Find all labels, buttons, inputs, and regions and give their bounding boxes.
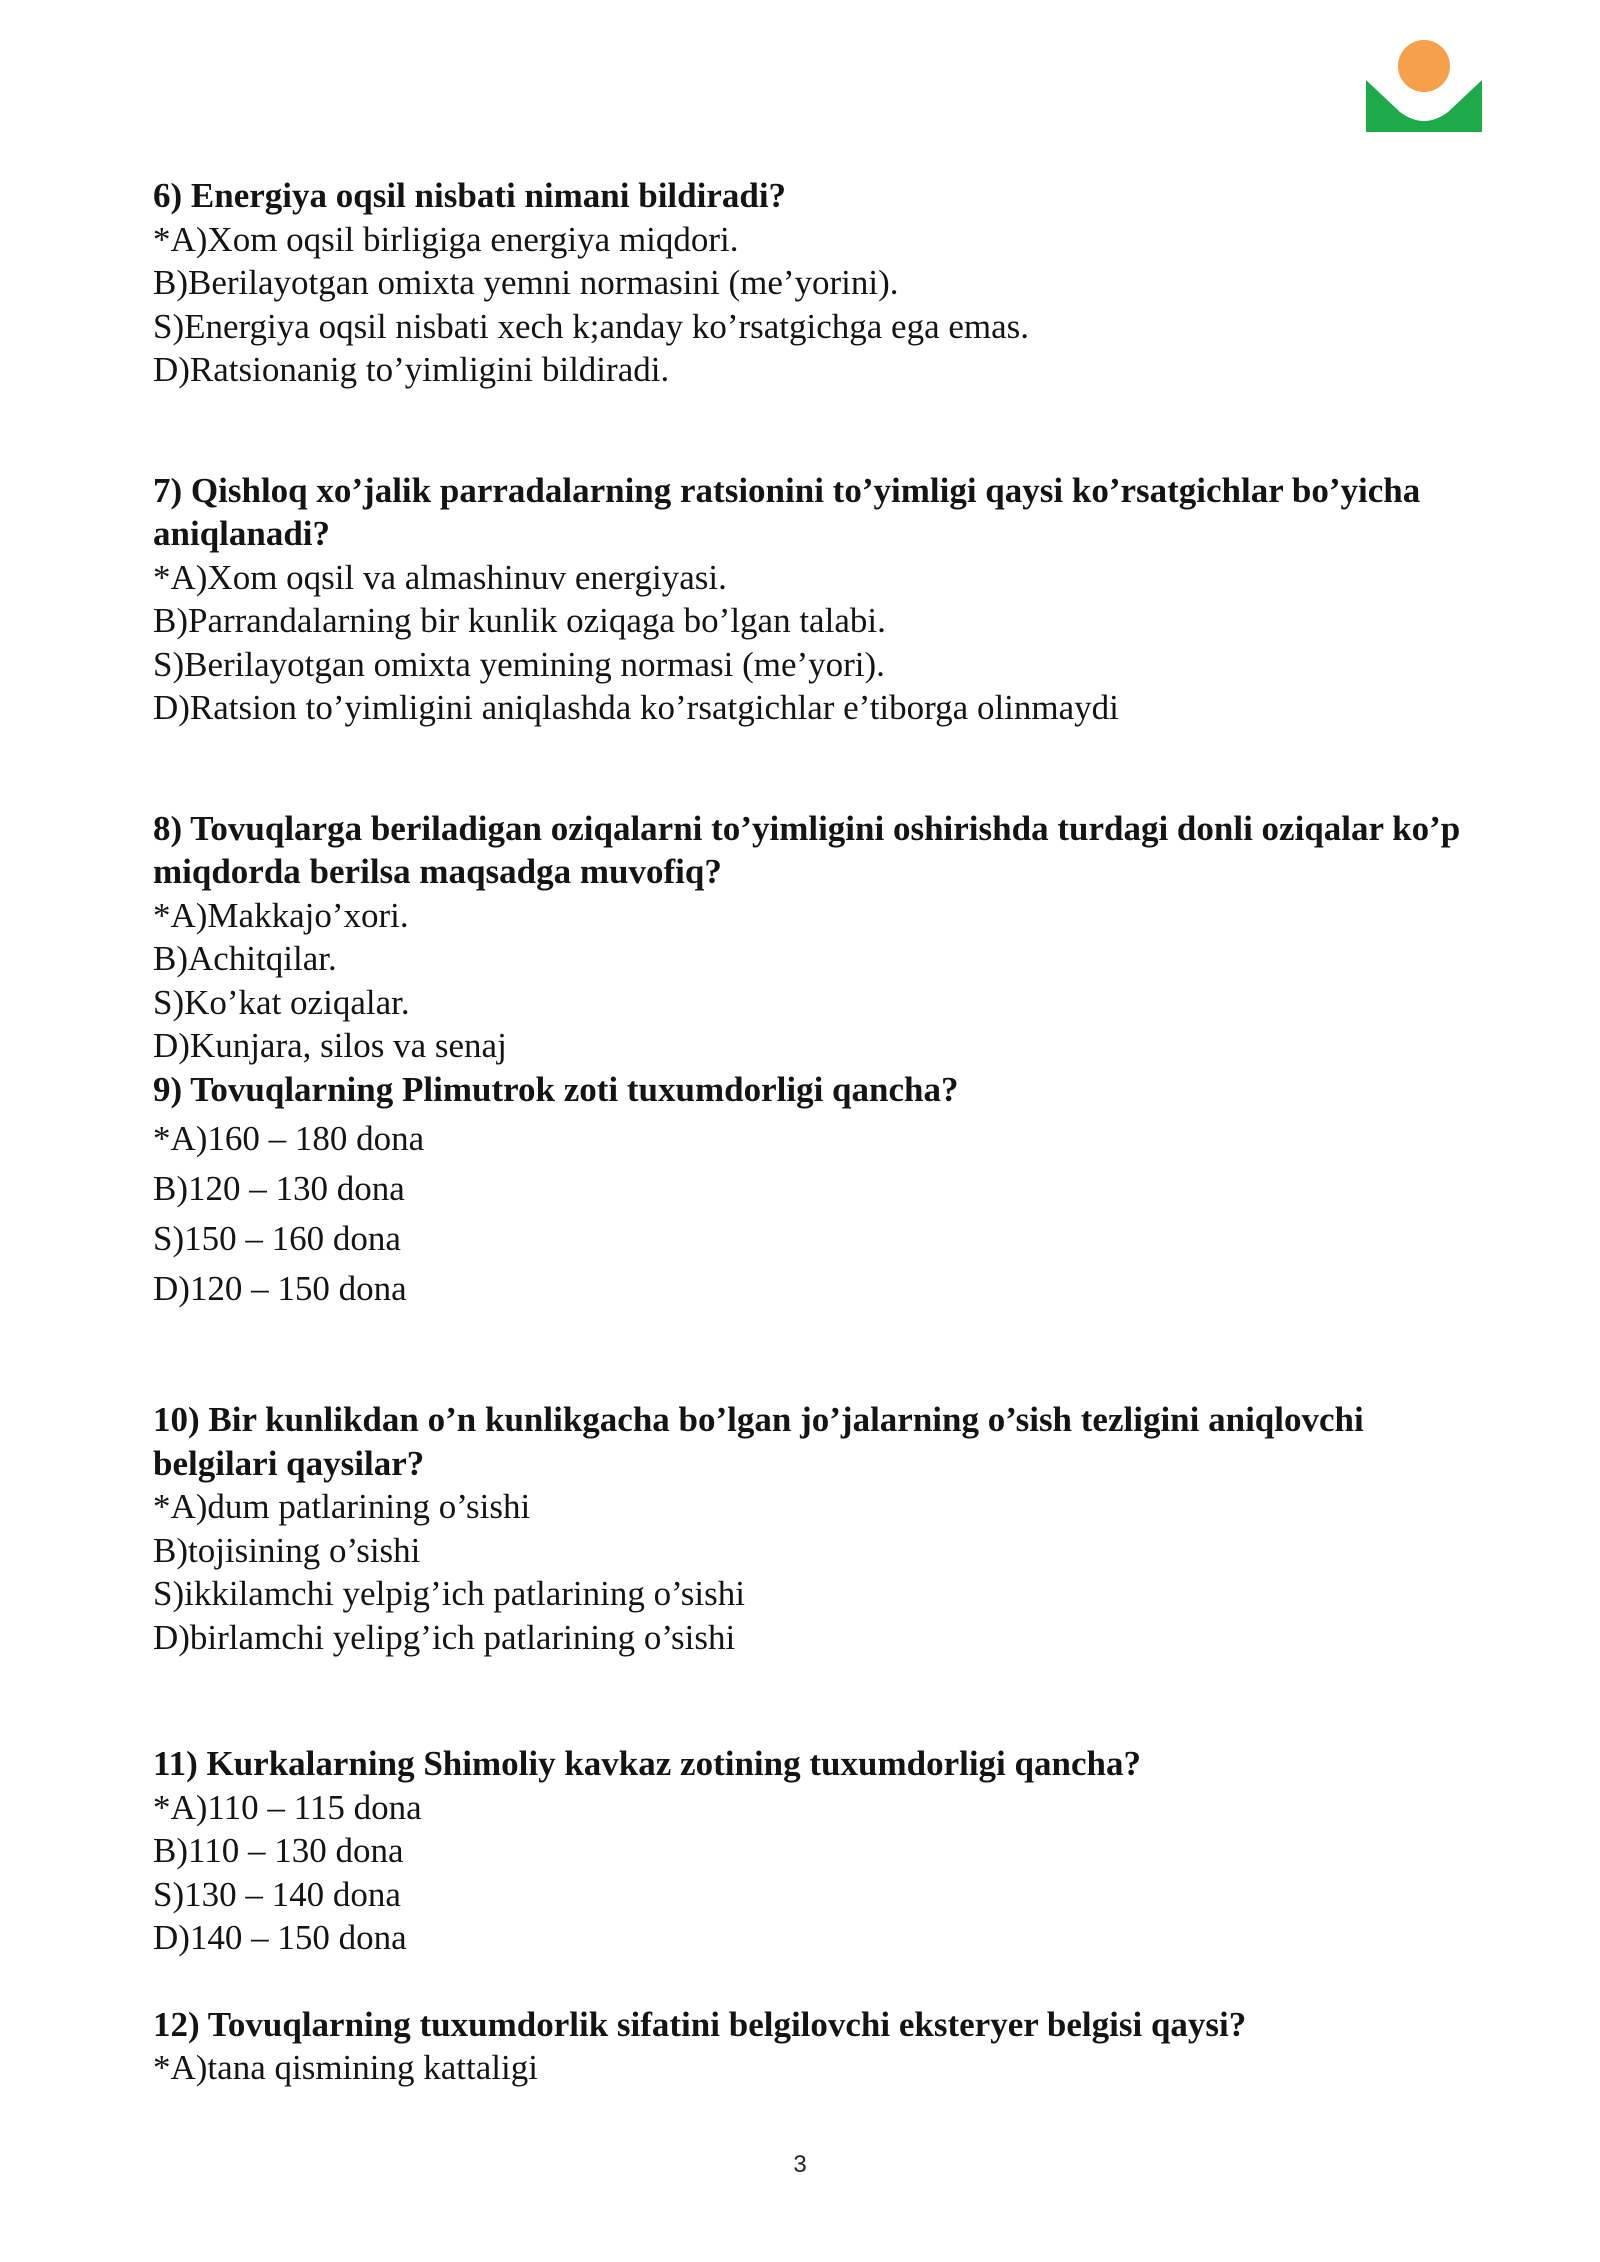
question-title: 8) Tovuqlarga beriladigan oziqalarni to’yimligini oshirishda turdagi donli oziqalar ko’p miqdorda berilsa maqsadga muvofiq? <box>153 808 1461 891</box>
answer-option: *A)110 – 115 dona <box>153 1787 422 1827</box>
question-12 <box>153 2003 1483 2090</box>
question-title: 12) Tovuqlarning tuxumdorlik sifatini belgilovchi eksteryer belgisi qaysi? <box>153 2004 1247 2044</box>
question-8 <box>153 807 1483 1068</box>
answer-option: B)Berilayotgan omixta yemni normasini (me’yorini). <box>153 263 899 302</box>
question-title: 6) Energiya oqsil nisbati nimani bildiradi? <box>153 176 787 215</box>
question-title: 10) Bir kunlikdan o’n kunlikgacha bo’lgan jo’jalarning o’sish tezligini aniqlovchi belgilari qaysilar? <box>153 1400 1364 1483</box>
quiz-content <box>153 174 1483 2090</box>
logo-sun-shape <box>1398 40 1450 92</box>
answer-option: B)120 – 130 dona <box>153 1169 405 1208</box>
answer-option: D)Kunjara, silos va senaj <box>153 1026 507 1065</box>
question-title: 9) Tovuqlarning Plimutrok zoti tuxumdorligi qancha? <box>153 1069 959 1109</box>
answer-option: B)tojisining o’sishi <box>153 1530 421 1570</box>
answer-option: S)150 – 160 dona <box>153 1219 401 1258</box>
question-title: 7) Qishloq xo’jalik parradalarning ratsionini to’yimligi qaysi ko’rsatgichlar bo’yicha aniqlanadi? <box>153 470 1421 553</box>
answer-option: *A)160 – 180 dona <box>153 1119 425 1158</box>
question-10 <box>153 1398 1483 1659</box>
answer-option: D)Ratsionanig to’yimligini bildiradi. <box>153 350 670 389</box>
question-title: 11) Kurkalarning Shimoliy kavkaz zotining tuxumdorligi qancha? <box>153 1744 1141 1783</box>
answer-option: D)Ratsion to’yimligini aniqlashda ko’rsatgichlar e’tiborga olinmaydi <box>153 688 1119 727</box>
answer-option: S)Berilayotgan omixta yemining normasi (me’yori). <box>153 644 885 684</box>
answer-option: *A)tana qismining kattaligi <box>153 2048 538 2087</box>
question-11 <box>153 1742 1483 1960</box>
question-6 <box>153 174 1483 392</box>
answer-option: *A)Makkajo’xori. <box>153 895 409 935</box>
question-9 <box>153 1068 1483 1315</box>
answer-option: *A)Xom oqsil va almashinuv energiyasi. <box>153 557 727 597</box>
answer-option: B)Achitqilar. <box>153 939 337 978</box>
answer-option: S)Ko’kat oziqalar. <box>153 982 410 1022</box>
answer-option: D)120 – 150 dona <box>153 1269 407 1308</box>
question-7 <box>153 469 1483 730</box>
sun-over-book-logo-icon <box>1366 40 1482 132</box>
answer-option: S)ikkilamchi yelpig’ich patlarining o’sishi <box>153 1574 745 1613</box>
answer-option: S)130 – 140 dona <box>153 1874 401 1914</box>
answer-option: *A)dum patlarining o’sishi <box>153 1487 531 1526</box>
answer-option: D)140 – 150 dona <box>153 1918 407 1957</box>
page-number: 3 <box>793 2151 807 2178</box>
answer-option: D)birlamchi yelipg’ich patlarining o’sishi <box>153 1617 736 1657</box>
answer-option: B)Parrandalarning bir kunlik oziqaga bo’lgan talabi. <box>153 601 886 640</box>
answer-option: S)Energiya oqsil nisbati xech k;anday ko’rsatgichga ega emas. <box>153 306 1030 346</box>
answer-option: B)110 – 130 dona <box>153 1831 404 1870</box>
answer-option: *A)Xom oqsil birligiga energiya miqdori. <box>153 219 739 259</box>
